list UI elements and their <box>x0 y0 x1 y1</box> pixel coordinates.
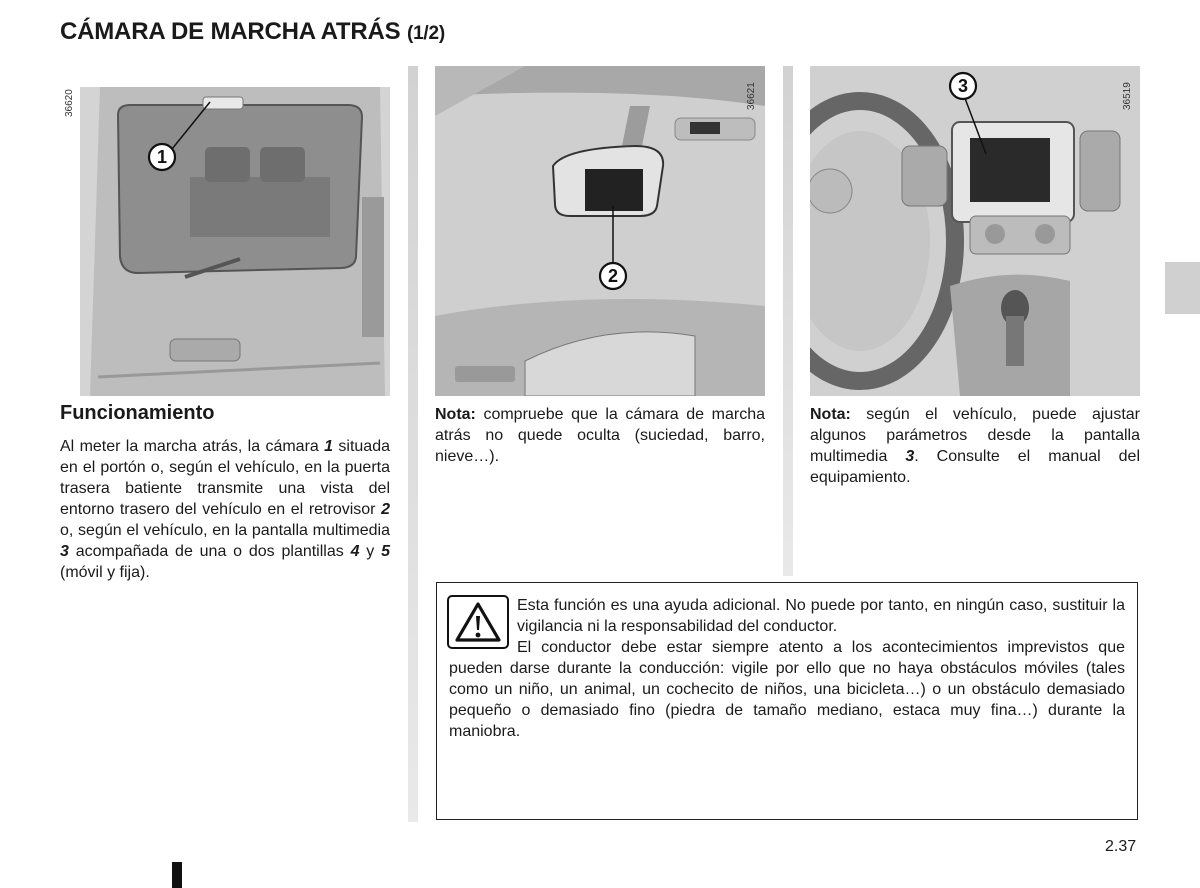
column-divider-left <box>408 66 418 822</box>
figure-dashboard <box>810 66 1140 396</box>
page-title-suffix: (1/2) <box>406 23 446 44</box>
body-text: (móvil y fija). <box>60 564 150 581</box>
body-text: Al meter la marcha atrás, la cámara <box>60 438 325 455</box>
bottom-marker <box>172 862 182 888</box>
warning-box <box>436 582 1138 820</box>
warning-line-2: El conductor debe estar siempre atento a los acontecimientos imprevistos que pueden darse durante la conducción: vigile por ello que no haya obstáculos móviles (tales como un niño, un animal, un cochecito de niños, una bicicleta…) o un obstáculo demasiado pequeño o demasiado fino (piedra de tamaño mediano, estaca muy fina…) durante la maniobra. <box>449 639 1125 740</box>
ref-number: 3 <box>905 448 915 465</box>
column-divider-right <box>783 66 793 576</box>
body-text: situada en el portón o, según el vehículo, en la puerta trasera batiente transmite una vista del entorno trasero del vehículo en el retrovisor <box>60 438 390 518</box>
note-label: Nota: <box>810 406 851 423</box>
ref-number: 5 <box>381 543 391 560</box>
ref-number: 2 <box>381 501 390 518</box>
figure-code-36621: 36621 <box>746 82 757 110</box>
note-mirror <box>435 404 765 467</box>
body-text: y <box>359 543 382 560</box>
figure-rear-door <box>80 87 390 396</box>
warning-line-1: Esta función es una ayuda adicional. No puede por tanto, en ningún caso, sustituir la vigilancia ni la responsabilidad del conductor. <box>517 597 1125 635</box>
warning-text-top <box>517 595 1125 637</box>
body-text: acompañada de una o dos plantillas <box>68 543 351 560</box>
figure-code-36519: 36519 <box>1122 82 1133 110</box>
note-text: . Consulte el manual del equipamiento. <box>810 448 1141 486</box>
callout-1: 1 <box>156 147 168 167</box>
note-screen <box>810 404 1140 488</box>
ref-number: 1 <box>324 438 334 455</box>
warning-text-bottom <box>449 637 1125 742</box>
note-text: según el vehículo, puede ajustar algunos parámetros desde la pantalla multimedia <box>810 406 1140 465</box>
figure-code-36620: 36620 <box>64 89 75 117</box>
page-title-text: CÁMARA DE MARCHA ATRÁS <box>60 18 401 45</box>
callout-2: 2 <box>607 266 619 286</box>
figure-mirror <box>435 66 765 396</box>
rear-door-illustration <box>80 87 390 396</box>
ref-number: 4 <box>350 543 360 560</box>
section-heading: Funcionamiento <box>60 402 215 424</box>
body-text: o, según el vehículo, en la pantalla multimedia <box>60 522 390 539</box>
page-number: 2.37 <box>1105 838 1137 855</box>
mirror-illustration <box>435 66 765 396</box>
operation-paragraph <box>60 436 390 583</box>
ref-number: 3 <box>60 543 69 560</box>
note-label: Nota: <box>435 406 476 423</box>
chapter-tab <box>1165 262 1200 314</box>
note-text: compruebe que la cámara de marcha atrás no quede oculta (suciedad, barro, nieve…). <box>435 406 765 465</box>
callout-3: 3 <box>957 76 969 96</box>
page-title <box>60 18 445 46</box>
dashboard-illustration <box>810 66 1140 396</box>
